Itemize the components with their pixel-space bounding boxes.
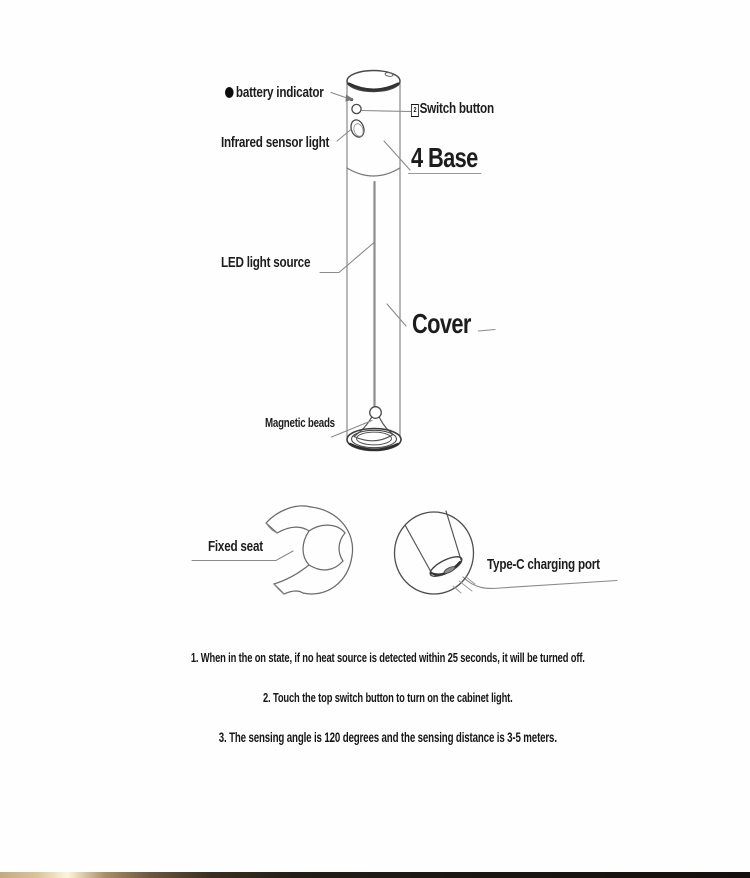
infrared-sensor-label: Infrared sensor light [221, 134, 330, 151]
typec-port-shape [443, 565, 456, 574]
missing-glyph-icon: 2 [411, 104, 419, 117]
base-leader [384, 141, 410, 170]
infrared-leader [337, 130, 351, 142]
typec-leader [463, 577, 617, 588]
cover-leader [387, 304, 406, 326]
base-bottom-face [428, 553, 465, 580]
fixed-seat-label: Fixed seat [208, 538, 263, 555]
leader-lines [192, 93, 617, 589]
base-label: 4 Base [411, 142, 478, 173]
battery-indicator-text: battery indicator [235, 84, 324, 101]
instruction-line-1: 1. When in the on state, if no heat source is detected within 25 seconds, it will be turned off. [190, 650, 585, 665]
typec-detail-drawing [395, 511, 476, 594]
battery-leader [331, 93, 347, 99]
switch-button-text: Switch button [419, 100, 494, 117]
lamp-body-drawing [347, 71, 401, 451]
magnetic-beads-label: Magnetic beads [265, 416, 335, 430]
battery-dot-icon [225, 87, 234, 98]
instruction-list [10, 651, 750, 771]
magnetic-bead-shape [370, 407, 382, 419]
cover-dash [479, 330, 496, 332]
led-light-source-label: LED light source [221, 254, 311, 271]
typec-charging-port-label: Type-C charging port [487, 556, 600, 573]
fixed-seat-drawing [266, 506, 353, 594]
battery-indicator-label [225, 84, 324, 101]
instruction-line-3: 3. The sensing angle is 120 degrees and the sensing distance is 3-5 meters. [218, 730, 557, 745]
switch-hole-shape [352, 104, 361, 113]
magnifier-circle [395, 512, 474, 594]
instruction-line-2: 2. Touch the top switch button to turn on the cabinet light. [262, 690, 513, 705]
next-photo-edge-strip [0, 872, 750, 878]
cover-label: Cover [412, 308, 471, 339]
switch-leader [362, 111, 411, 112]
switch-button-label [411, 100, 494, 117]
